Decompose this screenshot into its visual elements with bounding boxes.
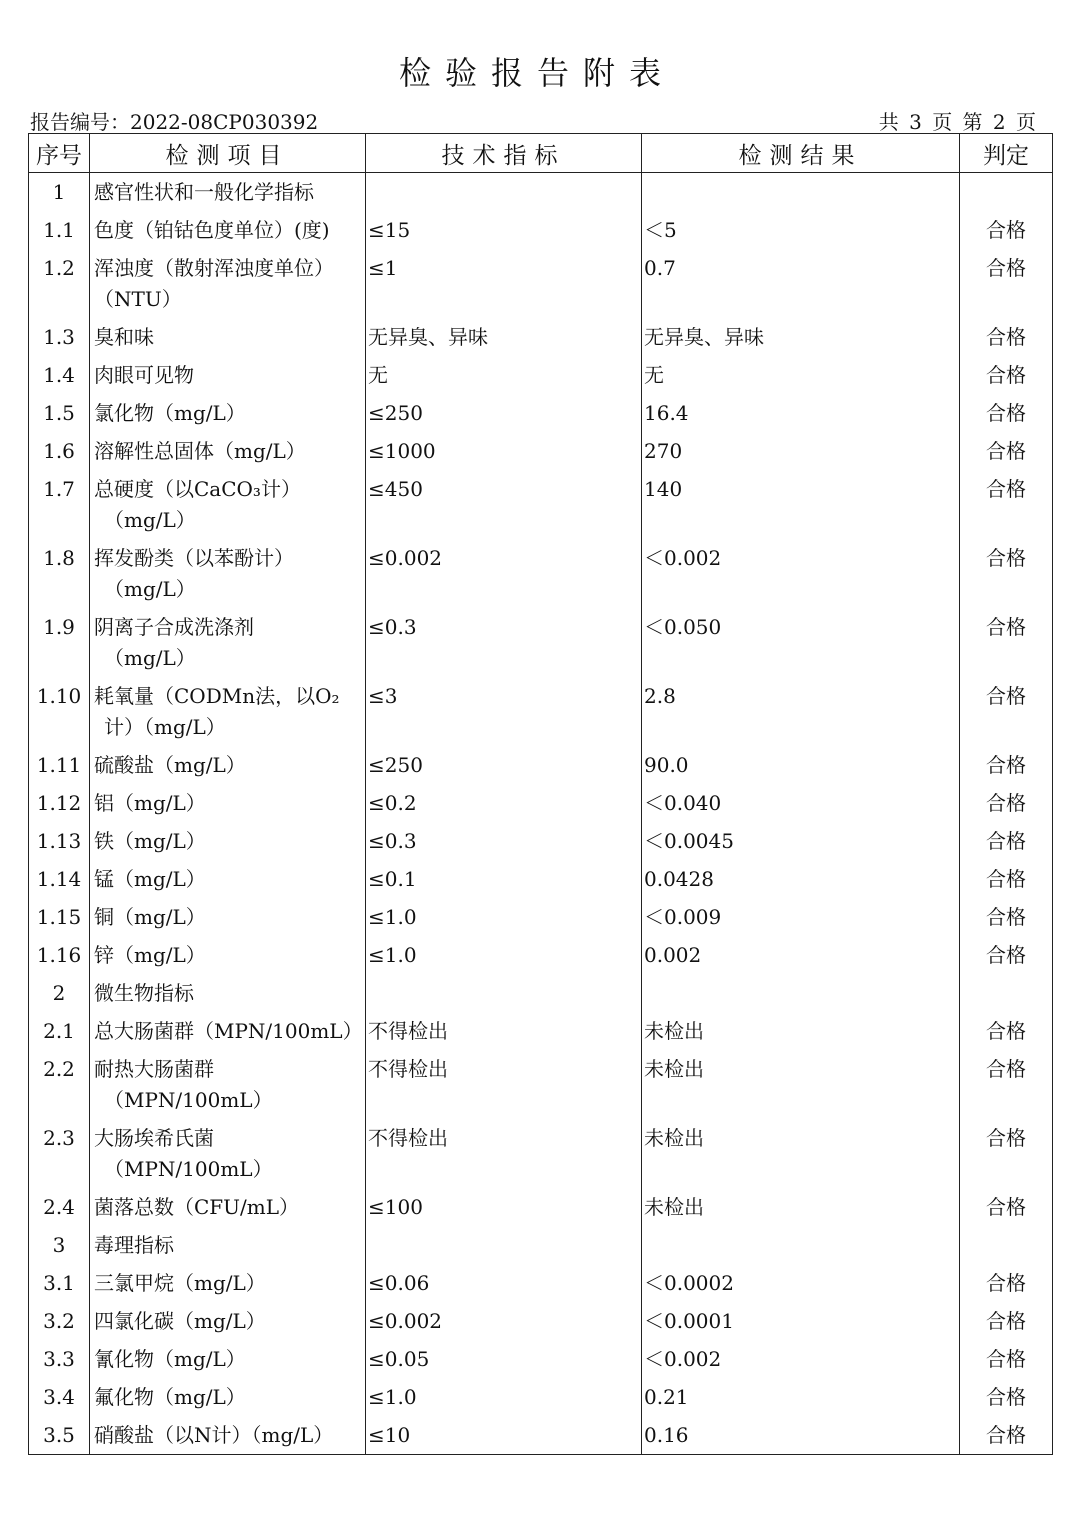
- page-info: 共 3 页 第 2 页: [878, 110, 1038, 134]
- row-item: [90, 1226, 366, 1264]
- row-spec: 不得检出: [366, 1050, 642, 1119]
- row-judge: [960, 974, 1053, 1012]
- row-spec: ≤10: [366, 1416, 642, 1455]
- row-item: [90, 356, 366, 394]
- table-row: [29, 898, 1053, 936]
- row-item-text: 溶解性总固体（mg/L）: [94, 439, 306, 463]
- row-spec: ≤1.0: [366, 1378, 642, 1416]
- table-row: [29, 784, 1053, 822]
- row-seq: 2: [29, 974, 90, 1012]
- row-spec: 不得检出: [366, 1119, 642, 1188]
- table-row: [29, 1226, 1053, 1264]
- row-result: ＜0.0002: [642, 1264, 960, 1302]
- row-spec: ≤250: [366, 394, 642, 432]
- row-judge: 合格: [960, 1012, 1053, 1050]
- row-item: [90, 1119, 366, 1188]
- row-seq: 1.16: [29, 936, 90, 974]
- row-spec: ≤250: [366, 746, 642, 784]
- row-seq: 1: [29, 173, 90, 212]
- row-item: [90, 249, 366, 318]
- row-item: [90, 936, 366, 974]
- row-item: [90, 746, 366, 784]
- table-row: [29, 936, 1053, 974]
- row-item-text: 四氯化碳（mg/L）: [94, 1309, 266, 1333]
- row-result: 270: [642, 432, 960, 470]
- row-item-text: 感官性状和一般化学指标: [94, 180, 314, 204]
- row-item-text-continued: （MPN/100mL）: [104, 1088, 273, 1112]
- row-spec: ≤0.002: [366, 1302, 642, 1340]
- table-row: [29, 1264, 1053, 1302]
- row-seq: 1.9: [29, 608, 90, 677]
- row-result: 0.0428: [642, 860, 960, 898]
- row-judge: 合格: [960, 1119, 1053, 1188]
- table-row: [29, 173, 1053, 212]
- row-judge: 合格: [960, 784, 1053, 822]
- row-judge: [960, 1226, 1053, 1264]
- row-spec: ≤0.1: [366, 860, 642, 898]
- row-judge: 合格: [960, 539, 1053, 608]
- table-row: [29, 394, 1053, 432]
- row-item-text: 色度（铂钴色度单位）(度): [94, 218, 330, 242]
- row-item-text-continued: （MPN/100mL）: [104, 1157, 273, 1181]
- row-result: 2.8: [642, 677, 960, 746]
- row-result: 16.4: [642, 394, 960, 432]
- row-result: ＜0.002: [642, 1340, 960, 1378]
- row-item: [90, 173, 366, 212]
- row-judge: 合格: [960, 211, 1053, 249]
- row-seq: 2.3: [29, 1119, 90, 1188]
- row-result: ＜0.040: [642, 784, 960, 822]
- row-seq: 1.14: [29, 860, 90, 898]
- table-row: [29, 1188, 1053, 1226]
- row-item-text: 肉眼可见物: [94, 363, 194, 387]
- row-spec: ≤3: [366, 677, 642, 746]
- row-seq: 3: [29, 1226, 90, 1264]
- row-spec: [366, 173, 642, 212]
- row-spec: ≤1.0: [366, 898, 642, 936]
- row-judge: 合格: [960, 746, 1053, 784]
- row-item: [90, 432, 366, 470]
- table-row: [29, 860, 1053, 898]
- table-row: [29, 318, 1053, 356]
- row-seq: 1.4: [29, 356, 90, 394]
- row-item-text-continued: 计）（mg/L）: [104, 715, 226, 739]
- row-seq: 1.5: [29, 394, 90, 432]
- row-item-text: 微生物指标: [94, 981, 194, 1005]
- table-body: [29, 173, 1053, 1455]
- row-result: ＜0.050: [642, 608, 960, 677]
- row-result: [642, 1226, 960, 1264]
- row-item: [90, 1378, 366, 1416]
- table-row: [29, 822, 1053, 860]
- row-item: [90, 470, 366, 539]
- row-item-text: 铁（mg/L）: [94, 829, 206, 853]
- table-row: [29, 1050, 1053, 1119]
- table-header-row: [29, 134, 1053, 173]
- row-item: [90, 1302, 366, 1340]
- row-item: [90, 1050, 366, 1119]
- row-seq: 2.4: [29, 1188, 90, 1226]
- table-row: [29, 1340, 1053, 1378]
- row-item: [90, 1012, 366, 1050]
- header-item: 检测项目: [90, 134, 366, 173]
- row-result: 0.002: [642, 936, 960, 974]
- row-spec: 无: [366, 356, 642, 394]
- table-row: [29, 432, 1053, 470]
- row-judge: 合格: [960, 1302, 1053, 1340]
- row-item-text: 菌落总数（CFU/mL）: [94, 1195, 300, 1219]
- row-item-text: 挥发酚类（以苯酚计）: [94, 546, 294, 570]
- row-seq: 1.3: [29, 318, 90, 356]
- row-item-text-continued: （mg/L）: [104, 508, 196, 532]
- row-seq: 2.1: [29, 1012, 90, 1050]
- row-spec: 不得检出: [366, 1012, 642, 1050]
- row-seq: 3.5: [29, 1416, 90, 1455]
- row-item: [90, 1340, 366, 1378]
- row-result: ＜5: [642, 211, 960, 249]
- row-judge: 合格: [960, 608, 1053, 677]
- results-table: [28, 133, 1053, 1455]
- table-row: [29, 1119, 1053, 1188]
- row-result: ＜0.009: [642, 898, 960, 936]
- row-result: ＜0.0001: [642, 1302, 960, 1340]
- row-seq: 3.2: [29, 1302, 90, 1340]
- row-result: 无: [642, 356, 960, 394]
- row-seq: 1.15: [29, 898, 90, 936]
- row-result: 未检出: [642, 1012, 960, 1050]
- row-judge: 合格: [960, 1378, 1053, 1416]
- row-result: 0.21: [642, 1378, 960, 1416]
- row-judge: 合格: [960, 470, 1053, 539]
- table-row: [29, 1416, 1053, 1455]
- row-judge: 合格: [960, 936, 1053, 974]
- row-item-text: 浑浊度（散射浑浊度单位）（NTU）: [94, 256, 334, 311]
- row-item-text: 三氯甲烷（mg/L）: [94, 1271, 266, 1295]
- row-item-text: 总大肠菌群（MPN/100mL）: [94, 1019, 363, 1043]
- row-item-text: 氟化物（mg/L）: [94, 1385, 246, 1409]
- row-item-text: 硫酸盐（mg/L）: [94, 753, 246, 777]
- row-result: 未检出: [642, 1050, 960, 1119]
- report-title: 检验报告附表: [398, 54, 675, 92]
- row-item: [90, 822, 366, 860]
- row-item: [90, 860, 366, 898]
- row-spec: 无异臭、异味: [366, 318, 642, 356]
- row-item-text: 臭和味: [94, 325, 154, 349]
- row-judge: 合格: [960, 1340, 1053, 1378]
- row-result: [642, 173, 960, 212]
- row-seq: 1.12: [29, 784, 90, 822]
- row-seq: 2.2: [29, 1050, 90, 1119]
- row-result: 140: [642, 470, 960, 539]
- row-judge: 合格: [960, 1416, 1053, 1455]
- row-judge: 合格: [960, 822, 1053, 860]
- header-judge: 判定: [960, 134, 1053, 173]
- row-item: [90, 211, 366, 249]
- row-spec: ≤15: [366, 211, 642, 249]
- row-result: ＜0.002: [642, 539, 960, 608]
- row-judge: 合格: [960, 318, 1053, 356]
- table-row: [29, 249, 1053, 318]
- row-spec: ≤1.0: [366, 936, 642, 974]
- row-item-text-continued: （mg/L）: [104, 577, 196, 601]
- row-item: [90, 1188, 366, 1226]
- row-judge: 合格: [960, 898, 1053, 936]
- row-judge: 合格: [960, 860, 1053, 898]
- header-result: 检测结果: [642, 134, 960, 173]
- row-judge: 合格: [960, 432, 1053, 470]
- header-spec: 技术指标: [366, 134, 642, 173]
- table-row: [29, 1012, 1053, 1050]
- row-item: [90, 608, 366, 677]
- row-judge: 合格: [960, 1188, 1053, 1226]
- table-row: [29, 677, 1053, 746]
- row-spec: ≤1: [366, 249, 642, 318]
- row-result: [642, 974, 960, 1012]
- row-item: [90, 318, 366, 356]
- row-seq: 3.4: [29, 1378, 90, 1416]
- row-item: [90, 677, 366, 746]
- row-spec: ≤0.3: [366, 608, 642, 677]
- row-item-text: 总硬度（以CaCO₃计）: [94, 477, 301, 501]
- row-item: [90, 1416, 366, 1455]
- row-spec: ≤0.002: [366, 539, 642, 608]
- row-item: [90, 394, 366, 432]
- row-item-text: 阴离子合成洗涤剂: [94, 615, 254, 639]
- table-row: [29, 211, 1053, 249]
- row-seq: 1.8: [29, 539, 90, 608]
- row-result: 0.16: [642, 1416, 960, 1455]
- row-spec: ≤0.2: [366, 784, 642, 822]
- row-spec: ≤0.06: [366, 1264, 642, 1302]
- row-spec: ≤0.05: [366, 1340, 642, 1378]
- row-item: [90, 974, 366, 1012]
- row-judge: 合格: [960, 677, 1053, 746]
- row-result: 0.7: [642, 249, 960, 318]
- row-item: [90, 539, 366, 608]
- row-judge: 合格: [960, 356, 1053, 394]
- row-item-text: 铝（mg/L）: [94, 791, 206, 815]
- row-seq: 1.10: [29, 677, 90, 746]
- row-seq: 1.1: [29, 211, 90, 249]
- row-item: [90, 784, 366, 822]
- row-judge: 合格: [960, 1050, 1053, 1119]
- row-spec: ≤0.3: [366, 822, 642, 860]
- row-item-text: 氯化物（mg/L）: [94, 401, 246, 425]
- report-meta: [30, 106, 1038, 134]
- row-item-text: 硝酸盐（以N计）（mg/L）: [94, 1423, 334, 1447]
- row-seq: 3.3: [29, 1340, 90, 1378]
- table-row: [29, 1378, 1053, 1416]
- row-result: 未检出: [642, 1119, 960, 1188]
- row-item-text: 氰化物（mg/L）: [94, 1347, 246, 1371]
- row-seq: 1.7: [29, 470, 90, 539]
- row-result: 未检出: [642, 1188, 960, 1226]
- row-judge: 合格: [960, 249, 1053, 318]
- row-result: 90.0: [642, 746, 960, 784]
- row-item-text: 锰（mg/L）: [94, 867, 206, 891]
- row-spec: ≤100: [366, 1188, 642, 1226]
- row-item-text-continued: （mg/L）: [104, 646, 196, 670]
- table-row: [29, 608, 1053, 677]
- row-spec: ≤1000: [366, 432, 642, 470]
- row-result: ＜0.0045: [642, 822, 960, 860]
- row-item: [90, 898, 366, 936]
- row-judge: 合格: [960, 394, 1053, 432]
- row-spec: [366, 1226, 642, 1264]
- row-seq: 1.6: [29, 432, 90, 470]
- row-item-text: 铜（mg/L）: [94, 905, 206, 929]
- row-result: 无异臭、异味: [642, 318, 960, 356]
- table-row: [29, 974, 1053, 1012]
- row-item-text: 耗氧量（CODMn法，以O₂: [94, 684, 340, 708]
- row-judge: 合格: [960, 1264, 1053, 1302]
- row-item-text: 毒理指标: [94, 1233, 174, 1257]
- row-seq: 1.13: [29, 822, 90, 860]
- row-judge: [960, 173, 1053, 212]
- row-seq: 1.11: [29, 746, 90, 784]
- table-row: [29, 1302, 1053, 1340]
- table-row: [29, 539, 1053, 608]
- row-spec: [366, 974, 642, 1012]
- row-spec: ≤450: [366, 470, 642, 539]
- row-seq: 3.1: [29, 1264, 90, 1302]
- report-number: 报告编号：2022-08CP030392: [30, 110, 319, 134]
- header-seq: 序号: [29, 134, 90, 173]
- row-item: [90, 1264, 366, 1302]
- table-row: [29, 746, 1053, 784]
- table-row: [29, 470, 1053, 539]
- row-item-text: 锌（mg/L）: [94, 943, 206, 967]
- table-row: [29, 356, 1053, 394]
- row-item-text: 大肠埃希氏菌: [94, 1126, 214, 1150]
- row-seq: 1.2: [29, 249, 90, 318]
- row-item-text: 耐热大肠菌群: [94, 1057, 214, 1081]
